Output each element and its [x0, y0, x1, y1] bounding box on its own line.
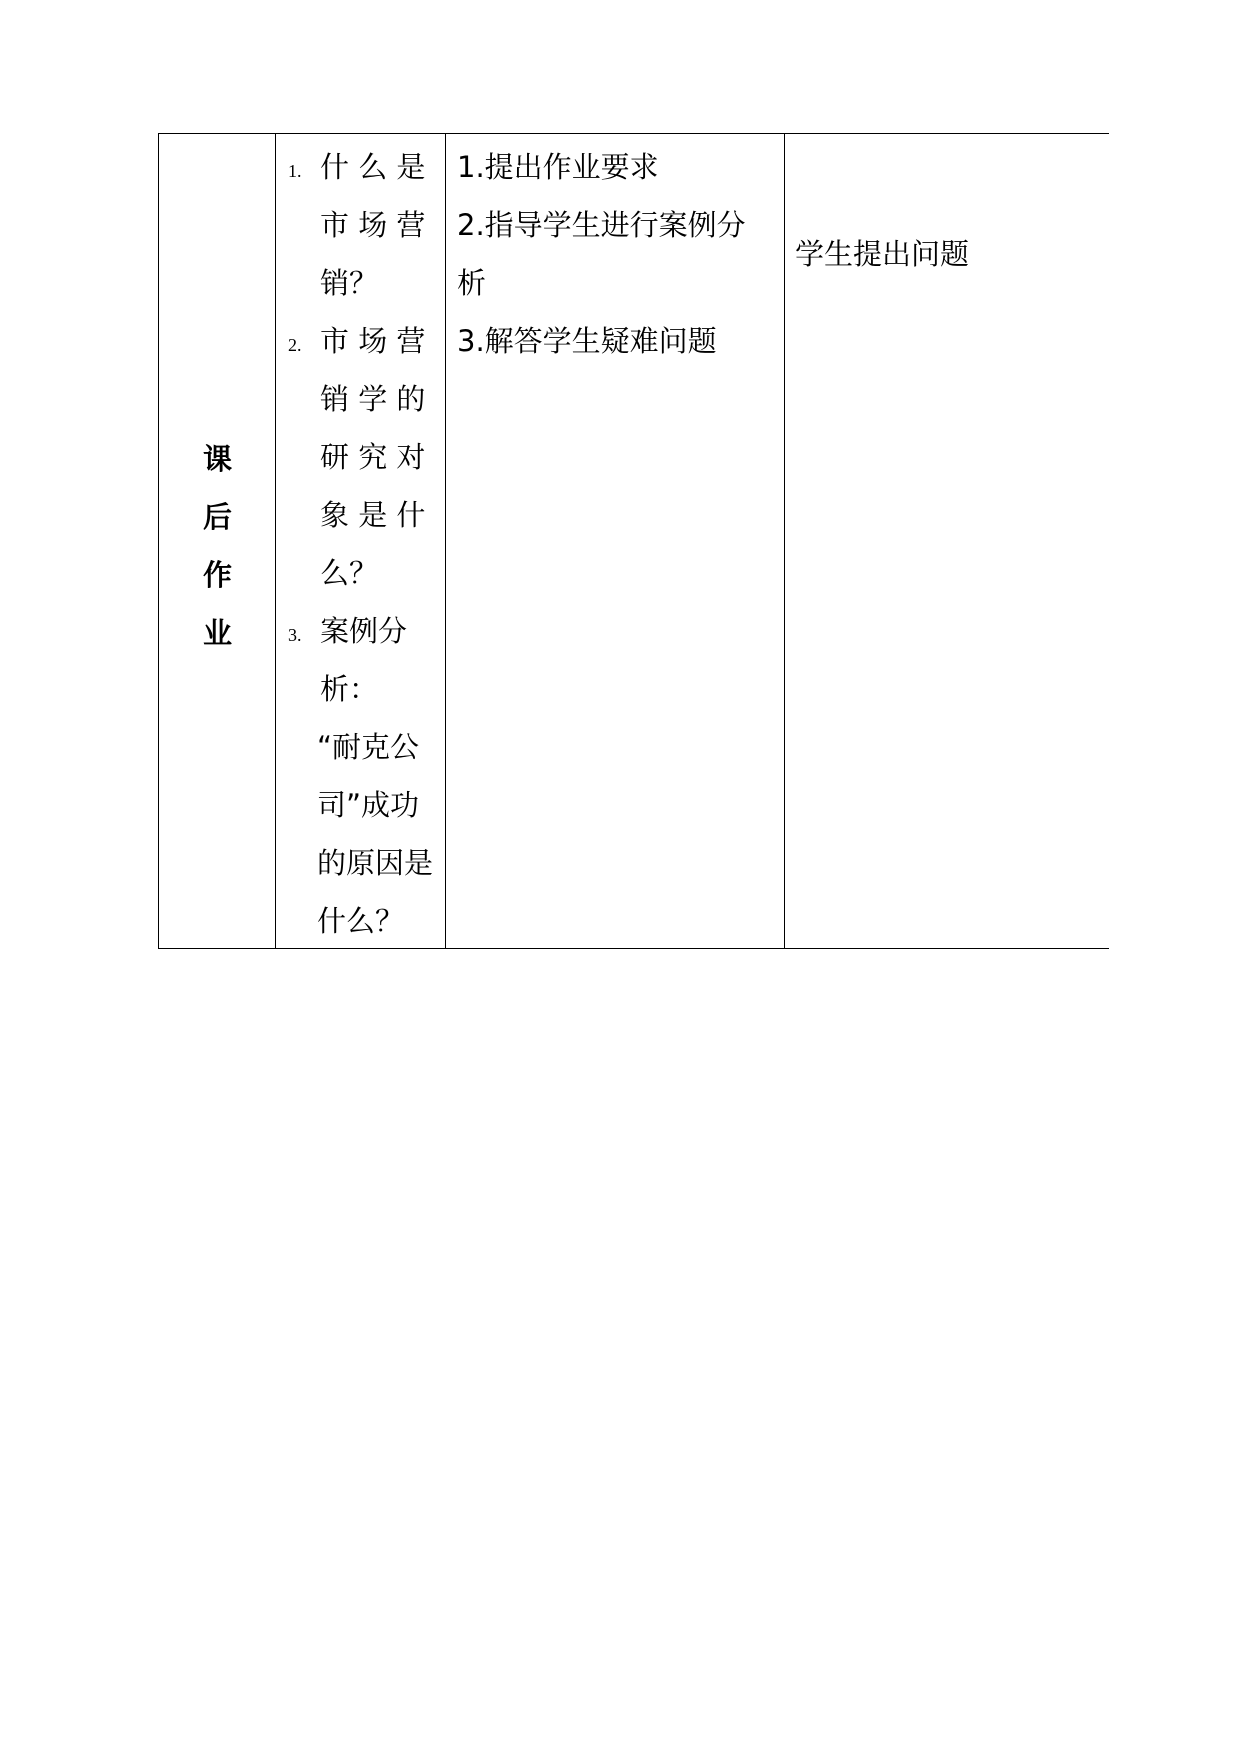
section-label-char: 作 [202, 558, 232, 592]
assignment-line: 司”成功 [317, 788, 420, 822]
assignment-line: 么？ [320, 556, 379, 590]
assignment-line: “耐克公 [317, 730, 420, 764]
assignment-line: 销 学 的 [320, 382, 426, 416]
assignment-line: 研 究 对 [320, 440, 426, 474]
section-label-char: 课 [202, 442, 232, 476]
assignment-line: 象 是 什 [320, 498, 426, 532]
teacher-activity-cell [447, 134, 784, 948]
assignment-line: 市 场 营 [320, 324, 426, 358]
homework-table [158, 133, 1109, 949]
list-number: 3. [288, 625, 302, 645]
student-activity-cell [785, 134, 1109, 948]
section-label-char: 后 [202, 500, 232, 534]
list-number: 1. [288, 161, 302, 181]
teacher-activity-line: 析 [457, 266, 487, 300]
assignment-line: 销？ [320, 266, 379, 300]
assignment-line: 的原因是 [317, 846, 434, 880]
assignment-line: 市 场 营 [320, 208, 426, 242]
teacher-activity-line: 2.指导学生进行案例分 [457, 208, 746, 242]
assignment-line: 什 么 是 [320, 150, 426, 184]
assignment-line: 案例分 [320, 614, 408, 648]
assignment-line: 析： [320, 672, 379, 706]
assignment-line: 什么？ [317, 904, 405, 938]
section-label-char: 业 [202, 616, 232, 650]
student-activity-line: 学生提出问题 [795, 237, 970, 271]
assignment-cell [277, 134, 446, 948]
teacher-activity-line: 3.解答学生疑难问题 [457, 324, 717, 358]
teacher-activity-line: 1.提出作业要求 [457, 150, 659, 184]
list-number: 2. [288, 335, 302, 355]
section-label-cell [159, 134, 276, 948]
